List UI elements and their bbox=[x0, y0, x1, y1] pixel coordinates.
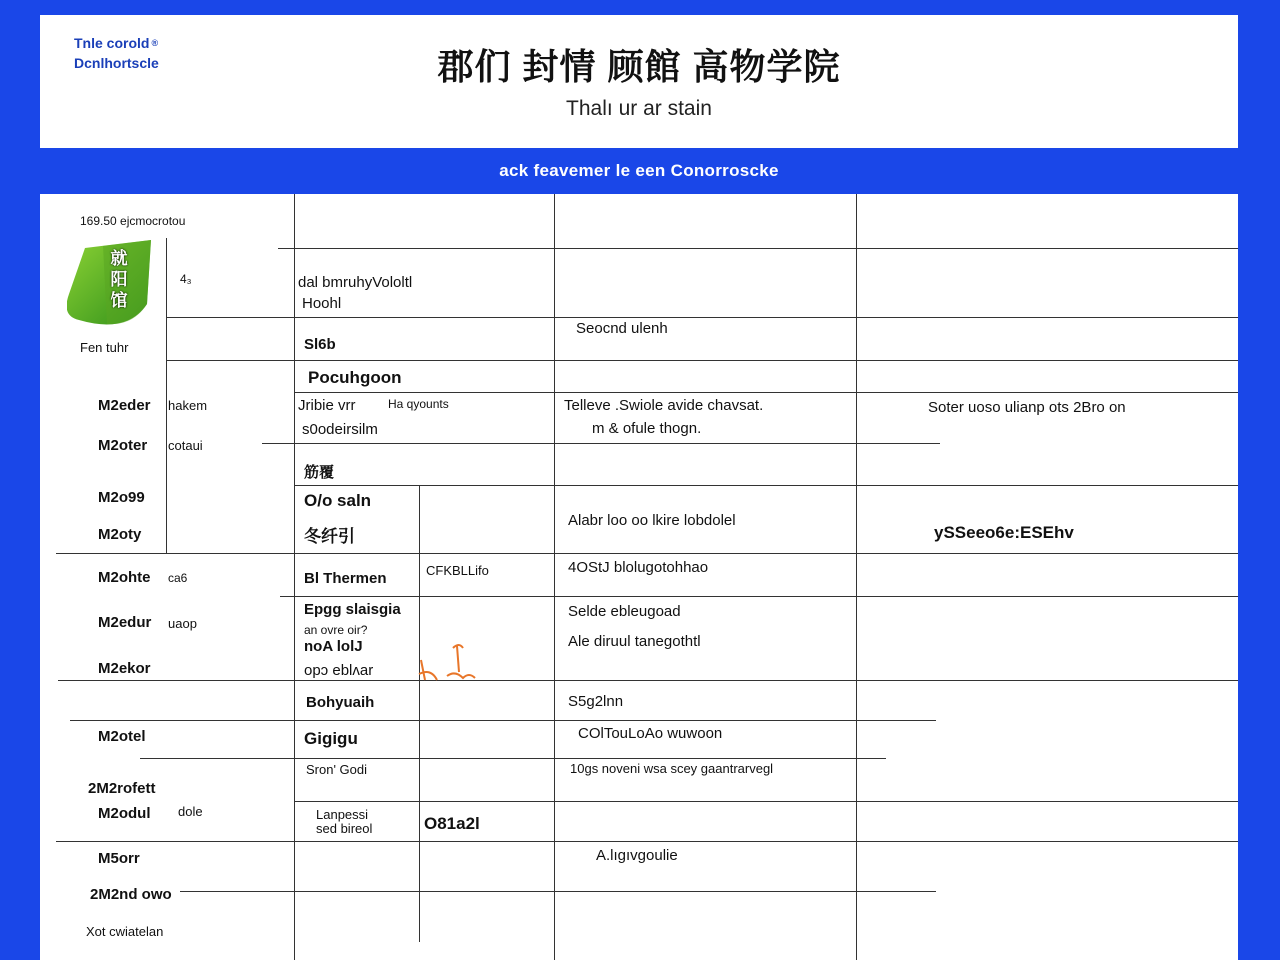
grid-line bbox=[278, 248, 1238, 249]
row-label: M2edur bbox=[98, 614, 152, 631]
cell-text: Ha qyounts bbox=[388, 397, 449, 411]
cell-text: Soter uoso ulianp ots 2Bro on bbox=[928, 399, 1126, 416]
grid-line bbox=[280, 596, 1238, 597]
grid-line bbox=[70, 720, 936, 721]
cell-text: Bl Thermen bbox=[304, 570, 387, 587]
row-label: 2M2rofett bbox=[88, 780, 156, 797]
cell-text: 4OStJ blolugotohhao bbox=[568, 559, 709, 576]
row-label: M2ekor bbox=[98, 660, 151, 677]
cell-text: 10gs noveni wsa scey gaantrarvegl bbox=[570, 761, 774, 776]
page-subtitle: Thalı ur ar stain bbox=[566, 97, 712, 120]
grid-line bbox=[294, 194, 295, 960]
cell-text: dal bmruhyVololtl bbox=[298, 274, 413, 291]
grid-line bbox=[166, 317, 1238, 318]
row-label: M2oty bbox=[98, 526, 142, 543]
row-sub-label: cotaui bbox=[168, 438, 203, 453]
row-label: M2ohte bbox=[98, 569, 151, 586]
brand-line1: Tnle corold bbox=[74, 35, 150, 51]
cell-text: Lanpessi bbox=[316, 807, 369, 822]
header-panel bbox=[40, 15, 1238, 148]
registered-mark: ® bbox=[151, 38, 159, 48]
cell-text: an ovre oir? bbox=[304, 623, 368, 637]
logo-text: 就阳馆 bbox=[110, 249, 128, 310]
cell-text: m & ofule thogn. bbox=[592, 420, 702, 437]
cell-text: Ale diruul tanegothtl bbox=[568, 633, 701, 650]
top-label: 169.50 ejcmocrotou bbox=[80, 214, 186, 228]
grid-line bbox=[56, 841, 1238, 842]
cell-text: Alabr loo oo lkire lobdolel bbox=[568, 512, 736, 529]
cell-text: opɔ eblʌar bbox=[304, 662, 374, 679]
cell-text: O/o saln bbox=[304, 491, 372, 510]
row-label: 2M2nd owo bbox=[90, 886, 172, 903]
row-label: M2oter bbox=[98, 437, 148, 454]
cell-text: Hoohl bbox=[302, 295, 342, 312]
row-label: Xot cwiatelan bbox=[86, 924, 164, 939]
grid-line bbox=[856, 194, 857, 960]
cell-text: Selde ebleugoad bbox=[568, 603, 681, 620]
grid-line bbox=[58, 680, 1238, 681]
cell-text: Jribie vrr bbox=[298, 397, 356, 414]
grid-line bbox=[294, 485, 1238, 486]
brand-line2: Dcnlhortscle bbox=[74, 55, 159, 71]
grid-line bbox=[262, 443, 940, 444]
page-title: 郡们 封情 顾館 高物学院 bbox=[437, 46, 841, 87]
cell-text: ySSeeo6e:ESEhv bbox=[934, 523, 1074, 542]
grid-line bbox=[554, 194, 555, 960]
row-sub-label: dole bbox=[178, 804, 203, 819]
cell-text: sed bireol bbox=[316, 821, 373, 836]
cell-text: Telleve .Swiole avide chavsat. bbox=[564, 397, 764, 414]
section-banner: ack feavemer le een Conorroscke bbox=[499, 161, 779, 180]
cell-text: s0odeirsilm bbox=[302, 421, 378, 438]
row-mini-number: 4₃ bbox=[180, 272, 192, 286]
row-label: M5orr bbox=[98, 850, 140, 867]
cell-text: S5g2lnn bbox=[568, 693, 624, 710]
row-label: M2eder bbox=[98, 397, 151, 414]
row-sub-label: hakem bbox=[168, 398, 208, 413]
cell-text: Gigigu bbox=[304, 729, 358, 748]
schedule-table bbox=[40, 194, 1238, 960]
row-label: M2otel bbox=[98, 728, 146, 745]
grid-line bbox=[140, 758, 886, 759]
row-label: M2o99 bbox=[98, 489, 145, 506]
row-sub-label: ca6 bbox=[168, 571, 188, 585]
grid-line bbox=[166, 238, 167, 553]
cell-text: A.lıgıvgoulie bbox=[596, 847, 678, 864]
grid-line bbox=[56, 553, 1238, 554]
cell-text: noA lolJ bbox=[304, 638, 363, 655]
grid-line bbox=[294, 801, 1238, 802]
cell-text: Seocnd ulenh bbox=[576, 320, 668, 337]
cell-text: Sron' Godi bbox=[306, 762, 368, 777]
cell-text: 冬纤引 bbox=[304, 527, 355, 546]
row-label: Fen tuhr bbox=[80, 340, 129, 355]
cell-text: CFKBLLifo bbox=[426, 563, 489, 578]
cell-text: Epgg slaisgia bbox=[304, 601, 401, 618]
grid-line bbox=[294, 392, 1238, 393]
cell-text: Sl6b bbox=[304, 336, 336, 353]
cell-text: 筋覆 bbox=[304, 464, 335, 481]
cell-text: Pocuhgoon bbox=[308, 368, 402, 387]
cell-text: Bohyuaih bbox=[306, 694, 375, 711]
row-sub-label: uaop bbox=[168, 616, 197, 631]
grid-line bbox=[419, 486, 420, 942]
handwritten-mark-icon bbox=[417, 640, 479, 686]
grid-line bbox=[180, 891, 936, 892]
row-label: M2odul bbox=[98, 805, 151, 822]
grid-line bbox=[166, 360, 1238, 361]
cell-text: O81a2l bbox=[424, 814, 480, 833]
cell-text: COlTouLoAo wuwoon bbox=[578, 725, 723, 742]
